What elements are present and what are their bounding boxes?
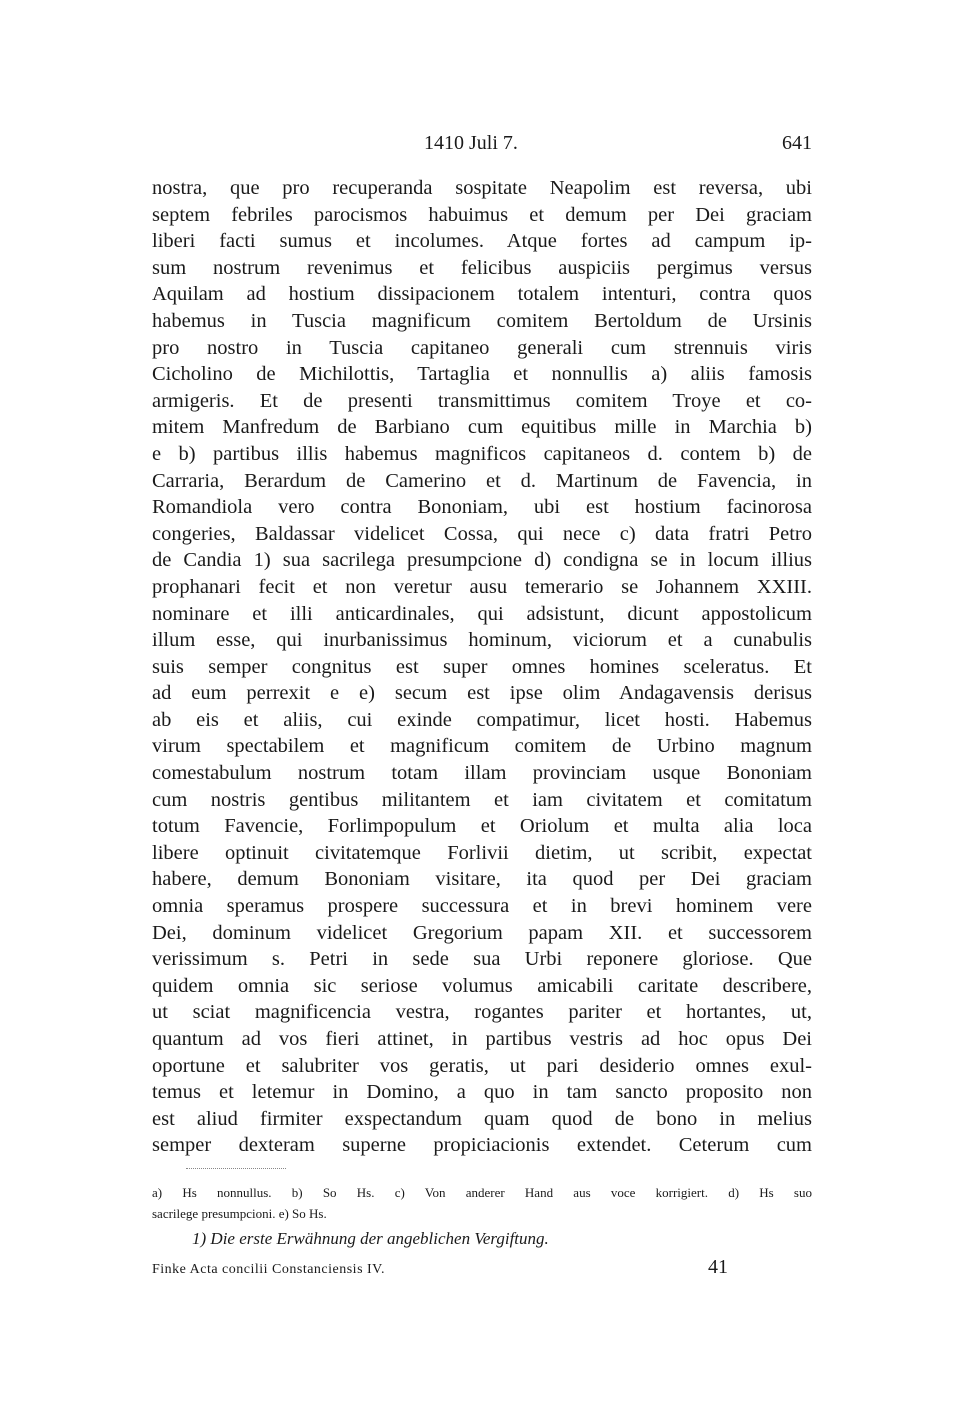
text-line: habemus in Tuscia magnificum comitem Bertoldum de Ursinis [152, 309, 812, 332]
text-line: oportune et salubriter vos geratis, ut pari desiderio omnes exul- [152, 1054, 812, 1077]
text-line: habere, demum Bononiam visitare, ita quod per Dei graciam [152, 868, 812, 891]
text-line: Aquilam ad hostium dissipacionem totalem intenturi, contra quos [152, 283, 812, 306]
footnote-separator [186, 1168, 286, 1169]
text-line: Romandiola vero contra Bononiam, ubi est hostium facinorosa [152, 496, 812, 519]
text-line: prophanari fecit et non veretur ausu temerario se Johannem XXIII. [152, 575, 812, 598]
signature-number: 41 [708, 1256, 728, 1278]
text-line: temus et letemur in Domino, a quo in tam sancto proposito non [152, 1081, 812, 1104]
text-line: ab eis et aliis, cui exinde compatimur, licet hosti. Habemus [152, 708, 812, 731]
text-line: mitem Manfredum de Barbiano cum equitibus mille in Marchia b) [152, 416, 812, 439]
text-line: omnia speramus prospere successura et in brevi hominem vere [152, 895, 812, 918]
text-line: septem febriles parocismos habuimus et demum per Dei graciam [152, 203, 812, 226]
apparatus-footnote-line-1: a) Hs nonnullus. b) So Hs. c) Von anderer Hand aus voce korrigiert. d) Hs suo [152, 1185, 812, 1200]
text-line: verissimum s. Petri in sede sua Urbi reponere gloriose. Que [152, 948, 812, 971]
text-line: libere optinuit civitatemque Forlivii dietim, ut scribit, expectat [152, 841, 812, 864]
text-line: totum Favencie, Forlimpopulum et Oriolum et multa alia loca [152, 815, 812, 838]
text-line: liberi facti sumus et incolumes. Atque fortes ad campum ip- [152, 230, 812, 253]
text-line: quantum ad vos fieri attinet, in partibus vestris ad hoc opus Dei [152, 1028, 812, 1050]
text-line: e b) partibus illis habemus magnificos capitaneos d. contem b) de [152, 442, 812, 465]
text-line: virum spectabilem et magnificum comitem de Urbino magnum [152, 735, 812, 758]
running-header [152, 132, 812, 162]
text-line: sum nostrum revenimus et felicibus auspiciis pergimus versus [152, 256, 812, 279]
text-line: ut sciat magnificencia vestra, rogantes pariter et hortantes, ut, [152, 1001, 812, 1024]
text-line: ad eum perrexit e e) secum est ipse olim Andagavensis derisus [152, 682, 812, 705]
text-line: congeries, Baldassar videlicet Cossa, qui nece c) data fratri Petro [152, 522, 812, 545]
text-line: illum esse, qui inurbanissimus hominum, viciorum et a cunabulis [152, 629, 812, 652]
header-date: 1410 Juli 7. [424, 132, 518, 154]
text-line: quidem omnia sic seriose volumus amicabili caritate describere, [152, 974, 812, 997]
page-number: 641 [782, 132, 812, 154]
commentary-footnote: 1) Die erste Erwähnung der angeblichen Vergiftung. [192, 1229, 549, 1248]
text-line: de Candia 1) sua sacrilega presumpcione d) condigna se in locum illius [152, 549, 812, 572]
text-line: pro nostro in Tuscia capitaneo generali cum strennuis viris [152, 336, 812, 359]
text-line: est aliud firmiter exspectandum quam quod de bono in melius [152, 1107, 812, 1130]
text-line: Dei, dominum videlicet Gregorium papam XII. et successorem [152, 921, 812, 944]
text-line: Cicholino de Michilottis, Tartaglia et nonnullis a) aliis famosis [152, 363, 812, 386]
text-line: nominare et illi anticardinales, qui adsistunt, dicunt appostolicum [152, 602, 812, 625]
signature-line [152, 1256, 812, 1282]
text-line: suis semper congnitus est super omnes homines sceleratus. Et [152, 655, 812, 678]
text-line: nostra, que pro recuperanda sospitate Neapolim est reversa, ubi [152, 177, 812, 199]
main-text [152, 175, 812, 1159]
text-line: comestabulum nostrum totam illam provinciam usque Bononiam [152, 762, 812, 785]
printer-signature: Finke Acta concilii Constanciensis IV. [152, 1262, 385, 1277]
text-line: semper dexteram superne propiciacionis extendet. Ceterum cum [152, 1134, 812, 1157]
apparatus-footnote-line-2: sacrilege presumpcioni. e) So Hs. [152, 1206, 327, 1221]
text-line: cum nostris gentibus militantem et iam civitatem et comitatum [152, 788, 812, 811]
text-line: Carraria, Berardum de Camerino et d. Martinum de Favencia, in [152, 469, 812, 492]
text-line: armigeris. Et de presenti transmittimus comitem Troye et co- [152, 389, 812, 412]
